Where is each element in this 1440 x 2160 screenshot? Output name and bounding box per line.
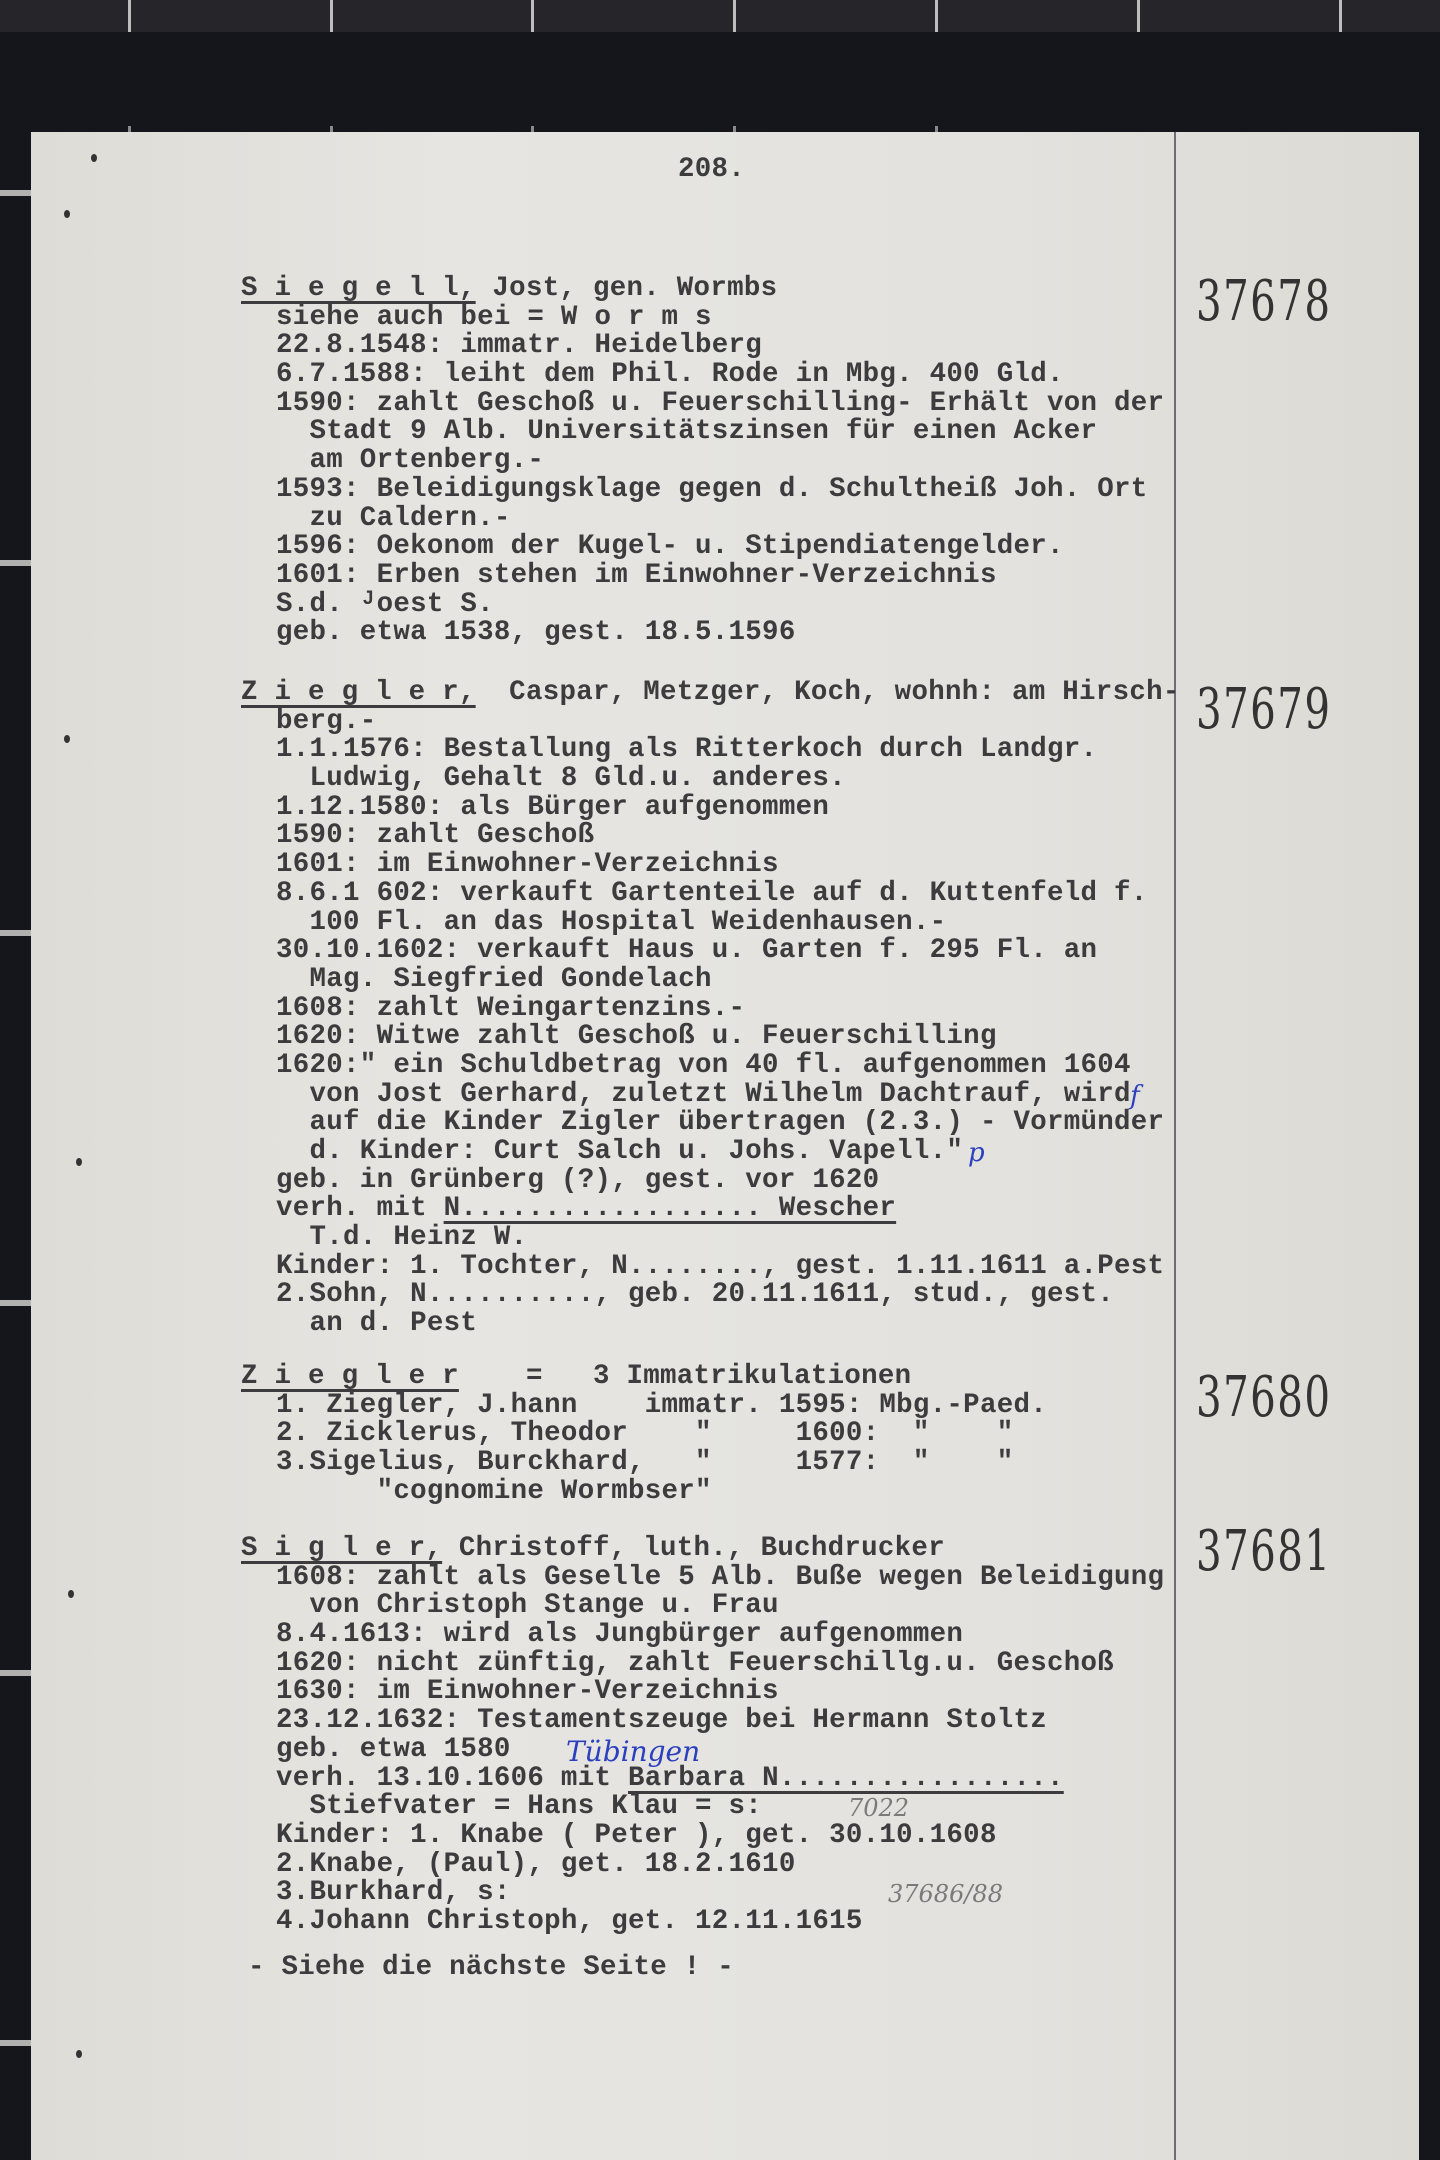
entry-line: Ludwig, Gehalt 8 Gld.u. anderes. (276, 763, 846, 795)
surname: S i e g e l l, (241, 273, 476, 304)
entry-line: Stiefvater = Hans Klau = s: (276, 1791, 763, 1823)
page-number: 208. (678, 154, 746, 185)
entry-heading (241, 679, 1180, 708)
entry-line: berg.- (276, 705, 377, 737)
entry-line: siehe auch bei = W o r m s (276, 301, 712, 333)
entry-line: Stadt 9 Alb. Universitätszinsen für einen Acker (276, 416, 1098, 448)
entry-line: 3.Sigelius, Burckhard, " 1577: " " (276, 1447, 1014, 1479)
entry-heading (241, 1363, 911, 1392)
entry-line: 22.8.1548: immatr. Heidelberg (276, 330, 763, 362)
entry-line: d. Kinder: Curt Salch u. Johs. Vapell." (276, 1136, 964, 1167)
entry (241, 275, 1166, 648)
margin-rule (1174, 132, 1176, 2160)
entry-line: 1596: Oekonom der Kugel- u. Stipendiatengelder. (276, 531, 1064, 563)
entry-line: Kinder: 1. Knabe ( Peter ), get. 30.10.1608 (276, 1819, 997, 1851)
entry-line: 1590: zahlt Geschoß (276, 820, 595, 852)
entry-line: 8.4.1613: wird als Jungbürger aufgenommen (276, 1619, 964, 1651)
entry-line: 1.12.1580: als Bürger aufgenommen (276, 791, 830, 823)
scanner-strip (0, 0, 1440, 32)
surname: Z i e g l e r (241, 1361, 459, 1392)
entry-number: 37680 (1196, 1365, 1332, 1430)
entry-line: 1601: Erben stehen im Einwohner-Verzeichnis (276, 559, 997, 591)
surname: S i g l e r, (241, 1533, 443, 1564)
entry-line: geb. etwa 1580 (276, 1733, 511, 1765)
pencil-note-37686: 37686/88 (888, 1880, 1003, 1908)
entry-line: 1620: nicht zünftig, zahlt Feuerschillg.u. Geschoß (276, 1647, 1115, 1679)
line-text: verh. mit (276, 1193, 444, 1225)
entry-line: von Christoph Stange u. Frau (276, 1590, 779, 1622)
entry-line: geb. etwa 1538, gest. 18.5.1596 (276, 617, 796, 649)
entry-line: 8.6.1 602: verkauft Gartenteile auf d. Kuttenfeld f. (276, 877, 1148, 909)
heading-details: Jost, gen. Wormbs (475, 273, 778, 304)
entry-line: 1. Ziegler, J.hann immatr. 1595: Mbg.-Paed. (276, 1389, 1047, 1421)
entry-number: 37679 (1196, 677, 1332, 742)
entry-line: 1.1.1576: Bestallung als Ritterkoch durch Landgr. (276, 734, 1098, 766)
spouse-name: Barbara N................. (627, 1762, 1064, 1794)
pencil-note-7022: 7022 (848, 1794, 910, 1822)
entry-line: 1601: im Einwohner-Verzeichnis (276, 849, 779, 881)
entry-line: Mag. Siegfried Gondelach (276, 963, 712, 995)
entry-line: 1593: Beleidigungsklage gegen d. Schultheiß Joh. Ort (276, 473, 1148, 505)
entry-line: "cognomine Wormbser" (276, 1475, 712, 1507)
entry (241, 1363, 1166, 1506)
entry-line: von Jost Gerhard, zuletzt Wilhelm Dachtrauf, wird (276, 1078, 1131, 1110)
entry-line: 2.Sohn, N.........., geb. 20.11.1611, stud., gest. (276, 1279, 1115, 1311)
entry-line: geb. in Grünberg (?), gest. vor 1620 (276, 1164, 880, 1196)
entry-line: auf die Kinder Zigler übertragen (2.3.) - Vormünder (276, 1107, 1165, 1139)
entry-line: 2.Knabe, (Paul), get. 18.2.1610 (276, 1848, 796, 1880)
entry-line: an d. Pest (276, 1308, 478, 1340)
handwritten-note-tuebingen: Tübingen (566, 1735, 701, 1768)
entry-line (276, 1762, 1064, 1794)
entry-line: zu Caldern.- (276, 502, 511, 534)
entry-line: 1630: im Einwohner-Verzeichnis (276, 1676, 779, 1708)
entry-line: 3.Burkhard, s: (276, 1877, 511, 1909)
entry-heading (241, 275, 777, 304)
entry-line: 1620:" ein Schuldbetrag von 40 fl. aufgenommen 1604 (276, 1049, 1131, 1081)
handwritten-correction-f: f (1130, 1081, 1140, 1111)
spouse-name: N.................. Wescher (443, 1193, 897, 1225)
entry-line: Kinder: 1. Tochter, N........, gest. 1.11.1611 a.Pest (276, 1250, 1165, 1282)
entry-line: 2. Zicklerus, Theodor " 1600: " " (276, 1418, 1014, 1450)
surname: Z i e g l e r, (241, 677, 476, 708)
entry-number: 37678 (1196, 269, 1332, 334)
entry-number: 37681 (1196, 1519, 1332, 1584)
entry (241, 1535, 1166, 1937)
heading-details: Caspar, Metzger, Koch, wohnh: am Hirsch- (475, 677, 1180, 708)
entry-line: 23.12.1632: Testamentszeuge bei Hermann Stoltz (276, 1705, 1047, 1737)
heading-details: Christoff, luth., Buchdrucker (442, 1533, 945, 1564)
entry-line: 30.10.1602: verkauft Haus u. Garten f. 295 Fl. an (276, 935, 1098, 967)
entry-heading (241, 1535, 945, 1564)
entry-line: 1590: zahlt Geschoß u. Feuerschilling- Erhält von der (276, 387, 1165, 419)
entry-line: am Ortenberg.- (276, 445, 545, 477)
footer-note: - Siehe die nächste Seite ! - (248, 1952, 735, 1983)
entry-line: S.d. ᴶoest S. (276, 588, 494, 620)
entry-line: T.d. Heinz W. (276, 1222, 528, 1254)
entry-line (276, 1195, 896, 1224)
entry-line: 1608: zahlt Weingartenzins.- (276, 992, 746, 1024)
entry-line: 4.Johann Christoph, get. 12.11.1615 (276, 1905, 863, 1937)
entry (241, 677, 1180, 1340)
line-text: verh. 13.10.1606 mit (276, 1762, 628, 1794)
heading-details: = 3 Immatrikulationen (458, 1361, 912, 1392)
entry-line: 1620: Witwe zahlt Geschoß u. Feuerschilling (276, 1021, 997, 1053)
entry-line: 6.7.1588: leiht dem Phil. Rode in Mbg. 400 Gld. (276, 359, 1064, 391)
entry-line: 100 Fl. an das Hospital Weidenhausen.- (276, 906, 947, 938)
entry-line: 1608: zahlt als Geselle 5 Alb. Buße wegen Beleidigung (276, 1561, 1165, 1593)
handwritten-correction-p: p (968, 1138, 985, 1168)
